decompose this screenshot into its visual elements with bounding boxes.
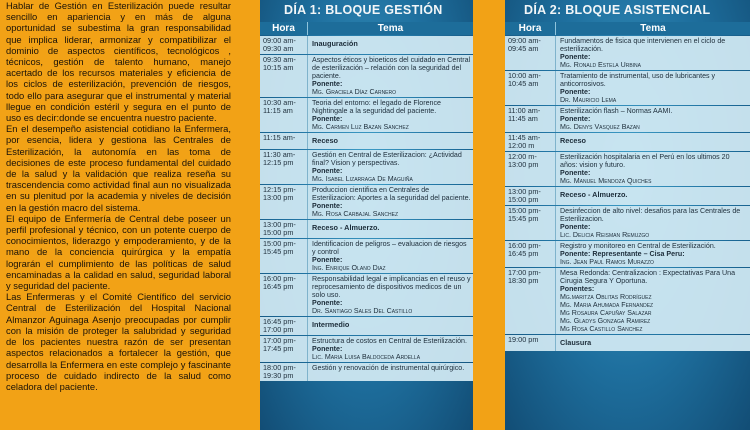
topic-cell [556,187,750,205]
topic-cell [308,220,473,238]
topic-cell [308,274,473,316]
topic-title: Receso - Almuerzo. [560,190,628,199]
time-range: 09:00 am- 09:45 am [508,36,541,53]
schedule-row [260,336,473,362]
schedule-row [505,187,750,205]
speaker-name: Mg.maritza Oblitas Rodríguez Mg. Maria Ahumada Fernandez Mg Rosaura Capuñay Salazar Mg. Gladys Gonzaga Ramirez Mg Rosa Castillo Sanchez [560,293,654,333]
time-cell [505,152,556,186]
schedule-row [505,106,750,132]
topic-title: Identificacion de peligros – evaluacion de riesgos y control [312,240,467,256]
time-cell [260,317,308,335]
time-cell [505,36,556,70]
time-cell [260,36,308,54]
topic-title: Registro y monitoreo en Central de Esterilización. [560,242,716,250]
time-range: 10:30 am- 11:15 am [263,98,296,115]
col-header-tema: Tema [556,22,750,35]
time-range: 13:00 pm- 15:00 pm [508,187,541,204]
topic-cell [556,268,750,334]
schedule-row [260,36,473,54]
intro-paragraph: Hablar de Gestión en Esterilización puede resultar sencillo en apariencia y en más de alguna oportunidad se subestima la gran responsabilidad que implica liderar, armonizar y compatibilizar el dominio de aspectos científicos, tecnológicos , técnicos, gestión de talento humano, manejo acertado de los recursos materiales y eficiencia de los ciclos de esterilización, prevención de riesgos, todo ello para asegurar que el instrumental y material llegue en condición estéril y segura en el punto de uso es decir:donde se encuentra nuestro paciente. [6,0,231,124]
time-cell [505,71,556,105]
time-range: 11:00 am- 11:45 am [508,106,541,123]
speaker-name: Lic. Delicia Reisman Remuzgo [560,231,650,239]
topic-title: Responsabilidad legal e implicancias en el reuso y reprocesamiento de dispositivos medicos de un solo uso. [312,275,471,299]
topic-cell [556,36,750,70]
speaker-label: Ponentes: [560,285,595,293]
time-cell [260,363,308,381]
time-range: 17:00 pm- 17:45 pm [263,336,296,353]
topic-title: Estructura de costos en Central de Esterilización. [312,337,467,345]
topic-cell [308,150,473,184]
speaker-label: Ponente: [312,299,343,307]
topic-cell [308,36,473,54]
time-cell [260,336,308,362]
speaker-label: Ponente: [560,115,591,123]
speaker-label: Ponente: [560,169,591,177]
time-cell [260,220,308,238]
topic-cell [308,363,473,381]
time-cell [260,185,308,219]
topic-title: Receso - Almuerzo. [312,223,380,232]
time-cell [260,239,308,273]
topic-cell [556,206,750,240]
speaker-label: Ponente: [560,223,591,231]
topic-cell [556,133,750,151]
time-range: 15:00 pm- 15:45 pm [263,239,296,256]
topic-title: Fundamentos de fisica que intervienen en el ciclo de esterilización. [560,37,726,53]
time-cell [505,268,556,334]
time-cell [505,133,556,151]
time-cell [260,98,308,132]
speaker-name: Mg. Isabel Lizarraga De Maguiña [312,175,413,183]
time-cell [260,274,308,316]
intro-text-column [0,0,235,430]
time-range: 19:00 pm [508,335,539,344]
time-cell [505,241,556,267]
topic-cell [308,239,473,273]
intro-paragraph: Las Enfermeras y el Comité Científico del servicio Central de Esterilización del Hospital Nacional Almanzor Aguinaga Asenjo preocupadas por cumplir con la misión de proteger la salubridad y seguridad de los pacientes nuestra razón de ser presentan aspectos relacionados a fortalecer la gestión, que desarrolla la Enfermera en este complejo y fascinante proceso de cuidado indirecto de la salud como celadora del paciente. [6,291,231,392]
speaker-name: Mg. Graciela Díaz Carnero [312,88,397,96]
col-header-hora: Hora [260,22,308,35]
topic-cell [556,106,750,132]
col-header-tema: Tema [308,22,473,35]
speaker-name: Ing. Enrique Olano Diaz [312,264,386,272]
time-range: 11:15 am- [263,133,296,142]
topic-title: Intermedio [312,320,350,329]
topic-title: Esterilización flash – Normas AAMI. [560,107,673,115]
time-range: 16:45 pm- 17:00 pm [263,317,296,334]
day1-title: DÍA 1: BLOQUE GESTIÓN [284,3,443,17]
time-range: 17:00 pm- 18:30 pm [508,268,541,285]
speaker-label: Ponente: [312,167,343,175]
time-cell [505,106,556,132]
day2-schedule-table [505,21,750,352]
speaker-label: Ponente: [312,115,343,123]
schedule-row [260,239,473,273]
topic-title: Teoria del entorno: el legado de Florence Nightingale a la seguridad del paciente. [312,99,441,115]
speaker-name: Dr. Santiago Sales Del Castillo [312,307,413,315]
schedule-row [260,220,473,238]
schedule-row [260,274,473,316]
schedule-row [260,185,473,219]
schedule-row [505,36,750,70]
day1-panel [260,0,473,430]
topic-cell [556,71,750,105]
topic-title: Desinfeccion de alto nivel: desafios para las Centrales de Esterilizacion. [560,207,741,223]
speaker-label: Ponente: [312,345,343,353]
topic-title: Tratamiento de instrumental, uso de lubricantes y anticorrosivos. [560,72,716,88]
topic-title: Produccion cientifica en Centrales de Esterilizacion: Aportes a la seguridad del paciente. [312,186,471,202]
topic-cell [308,317,473,335]
time-cell [505,206,556,240]
topic-title: Gestión en Central de Esterilizacion: ¿Actividad final? Vision y perspectivas. [312,151,462,167]
topic-title: Esterilización hospitalaria en el Perú en los ultimos 20 años: vision y futuro. [560,153,730,169]
speaker-label: Ponente: Representante – Cisa Peru: [560,250,685,258]
topic-cell [556,241,750,267]
topic-title: Aspectos éticos y bioeticos del cuidado en Central de esterilización – relación con la seguridad del paciente. [312,56,471,80]
time-range: 16:00 pm- 16:45 pm [508,241,541,258]
speaker-label: Ponente: [560,53,591,61]
speaker-label: Ponente: [312,256,343,264]
speaker-name: Dr. Mauricio Lema [560,96,617,104]
time-range: 13:00 pm- 15:00 pm [263,220,296,237]
schedule-row [505,71,750,105]
topic-title: Receso [312,136,338,145]
topic-title: Inauguración [312,39,358,48]
speaker-label: Ponente: [312,202,343,210]
time-range: 10:00 am- 10:45 am [508,71,541,88]
day2-panel [505,0,750,430]
time-cell [260,55,308,97]
topic-title: Clausura [560,338,592,347]
time-range: 12:00 m- 13:00 pm [508,152,539,169]
topic-cell [556,152,750,186]
speaker-name: Mg. Ronald Estela Urbina [560,61,642,69]
speaker-name: Mg. Denys Vasquez Bazan [560,123,640,131]
speaker-name: Ing. Jean Paul Ramos Murazzo [560,258,654,266]
time-range: 16:00 pm- 16:45 pm [263,274,296,291]
time-cell [260,150,308,184]
topic-cell [308,336,473,362]
topic-title: Receso [560,136,586,145]
speaker-name: Lic. Maria Luisa Baldoceda Ardella [312,353,421,361]
time-cell [505,335,556,351]
col-header-hora: Hora [505,22,556,35]
topic-cell [556,335,750,351]
time-cell [260,133,308,149]
topic-cell [308,98,473,132]
topic-title: Mesa Redonda: Centralizacion : Expectativas Para Una Cirugia Segura Y Oportuna. [560,269,736,285]
schedule-row [505,241,750,267]
divider [473,0,505,430]
time-range: 15:00 pm- 15:45 pm [508,206,541,223]
schedule-row [260,98,473,132]
schedule-row [260,363,473,381]
schedule-row [505,268,750,334]
time-range: 18:00 pm- 19:30 pm [263,363,296,380]
speaker-name: Mg. Manuel Mendoza Quiches [560,177,652,185]
schedule-row [505,206,750,240]
topic-title: Gestión y renovación de instrumental quirúrgico. [312,364,465,372]
schedule-row [260,55,473,97]
time-cell [505,187,556,205]
divider [235,0,260,430]
schedule-row [505,335,750,351]
time-range: 12:15 pm- 13:00 pm [263,185,296,202]
schedule-row [260,133,473,149]
time-range: 11:45 am- 12:00 m [508,133,541,150]
speaker-name: Mg. Carmen Luz Bazan Sanchez [312,123,409,131]
speaker-label: Ponente: [312,80,343,88]
topic-cell [308,185,473,219]
day1-schedule-table [260,21,473,382]
time-range: 11:30 am- 12:15 pm [263,150,296,167]
time-range: 09:00 am- 09:30 am [263,36,296,53]
schedule-row [505,133,750,151]
day2-title: DÍA 2: BLOQUE ASISTENCIAL [524,3,711,17]
schedule-row [505,152,750,186]
schedule-row [260,317,473,335]
speaker-label: Ponente: [560,88,591,96]
schedule-row [260,150,473,184]
intro-paragraph: En el desempeño asistencial cotidiano la Enfermera, por esencia, lidera y gestiona las Centrales de Esterilización, la autonomía en las toma de decisiones de este proceso fundamental del cuidado de la salud y la validación que realiza reseña su trascendencia como actividad final aun no visualizada en su plenitud por la academia y niveles de decisión en la gestión macro del sistema. [6,123,231,213]
intro-paragraph: El equipo de Enfermería de Central debe poseer un perfil profesional y técnico, con un potente cuerpo de conocimientos, liderazgo y empoderamiento, y de la mano de la conciencia quirúrgica y la empatía lograrán el cumplimiento de las políticas de salud encaminadas a la calidad en salud, seguridad laboral y seguridad del paciente. [6,212,231,292]
topic-cell [308,133,473,149]
speaker-name: Mg. Rosa Carbajal Sanchez [312,210,399,218]
time-range: 09:30 am- 10:15 am [263,55,296,72]
topic-cell [308,55,473,97]
